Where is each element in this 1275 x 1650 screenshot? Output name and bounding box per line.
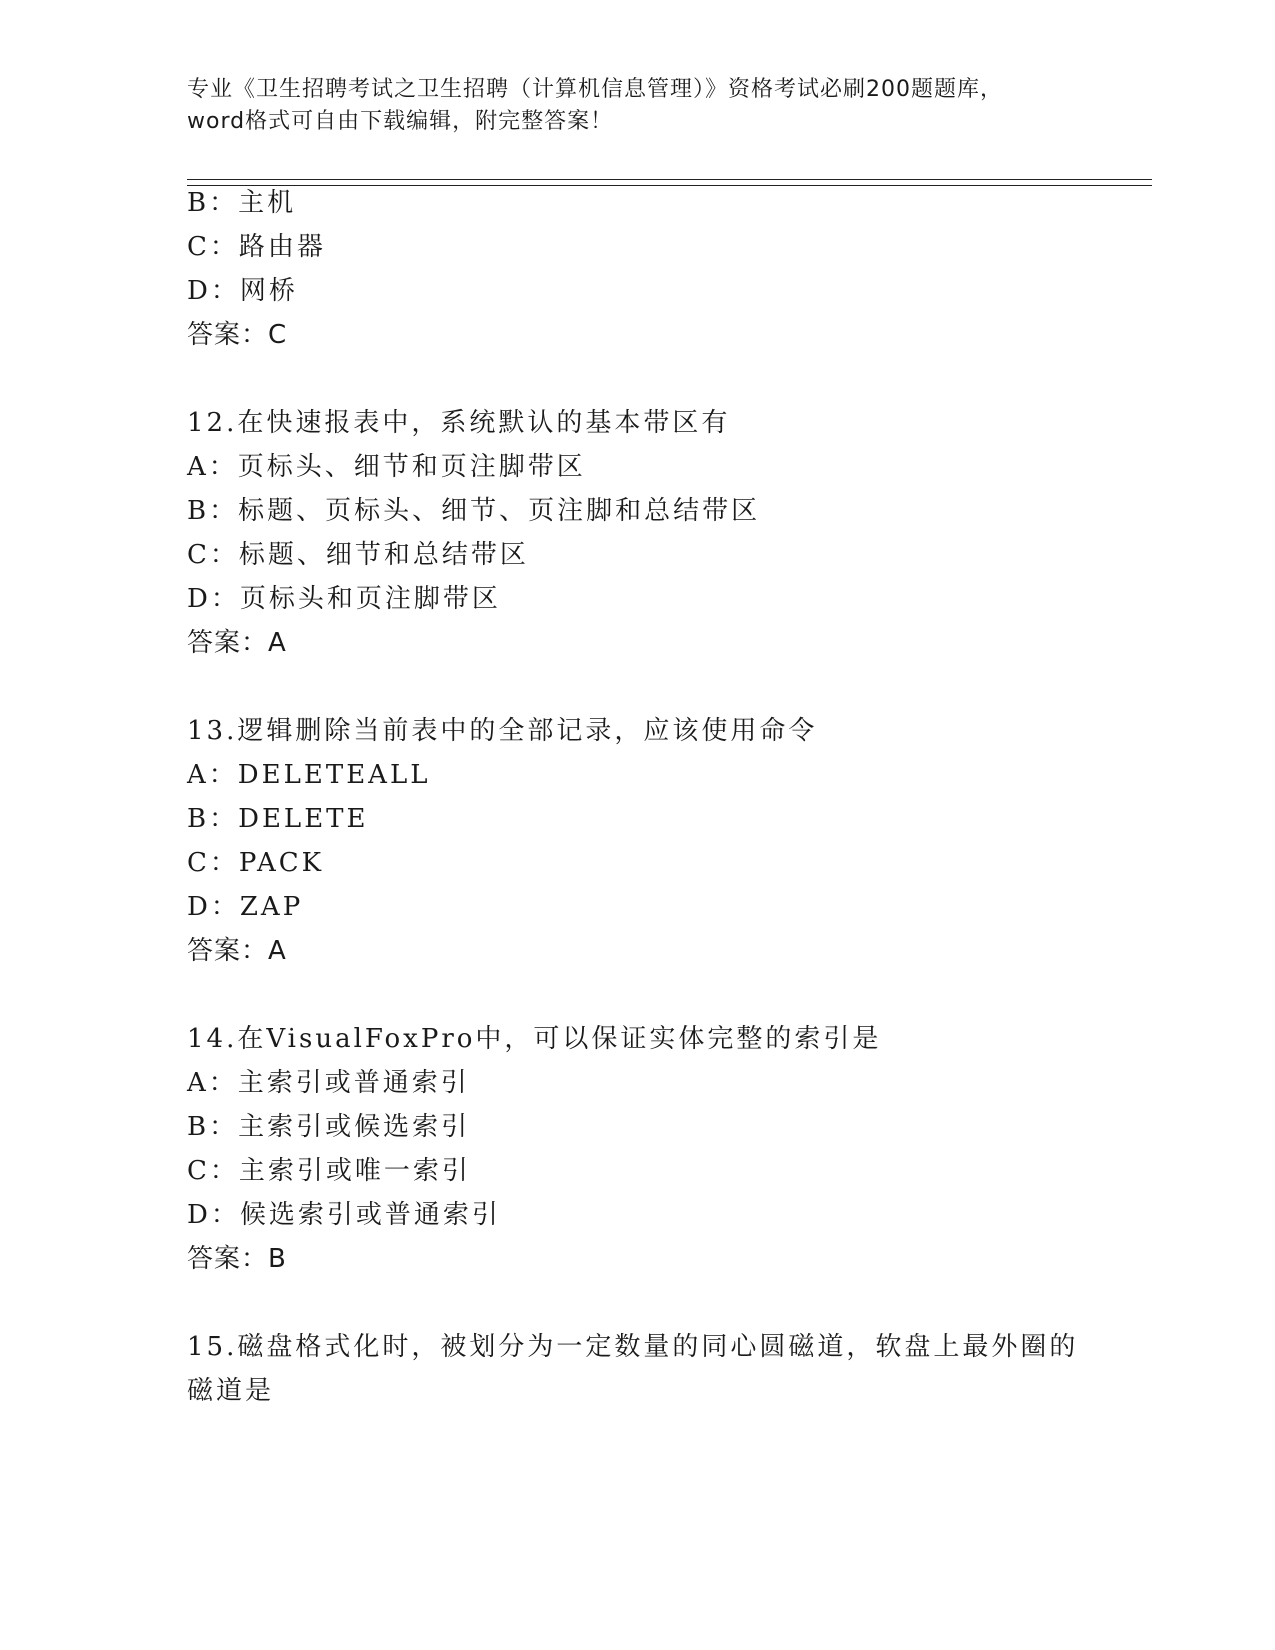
- question-13-option-b: B：DELETE: [187, 804, 369, 834]
- question-12-option-a: A：页标头、细节和页注脚带区: [187, 452, 586, 482]
- question-14-option-b: B：主索引或候选索引: [187, 1112, 471, 1142]
- header-title-line-2: word格式可自由下载编辑，附完整答案！: [187, 109, 614, 134]
- question-12-stem: 12.在快速报表中，系统默认的基本带区有: [187, 408, 731, 438]
- document-header: [187, 74, 1087, 138]
- question-12-answer: 答案：A: [187, 628, 287, 658]
- question-15-stem-line-2: 磁道是: [187, 1376, 275, 1406]
- header-title-line-1: 专业《卫生招聘考试之卫生招聘（计算机信息管理）》资格考试必刷200题题库，: [187, 77, 1003, 102]
- question-15-stem-line-1: 15.磁盘格式化时，被划分为一定数量的同心圆磁道，软盘上最外圈的: [187, 1332, 1079, 1362]
- question-13-option-c: C：PACK: [187, 848, 325, 878]
- prev-answer: 答案：C: [187, 320, 288, 350]
- question-14-option-a: A：主索引或普通索引: [187, 1068, 470, 1098]
- question-14-option-c: C：主索引或唯一索引: [187, 1156, 471, 1186]
- question-12-option-d: D：页标头和页注脚带区: [187, 584, 501, 614]
- question-14-answer: 答案：B: [187, 1244, 287, 1274]
- question-13-option-d: D：ZAP: [187, 892, 304, 922]
- question-12-option-c: C：标题、细节和总结带区: [187, 540, 529, 570]
- prev-option-b: B：主机: [187, 188, 297, 218]
- question-13-stem: 13.逻辑删除当前表中的全部记录，应该使用命令: [187, 716, 818, 746]
- question-13-answer: 答案：A: [187, 936, 287, 966]
- header-divider-top: [187, 179, 1152, 180]
- question-12-option-b: B：标题、页标头、细节、页注脚和总结带区: [187, 496, 761, 526]
- prev-option-d: D：网桥: [187, 276, 298, 306]
- question-14-stem: 14.在VisualFoxPro中，可以保证实体完整的索引是: [187, 1024, 882, 1054]
- header-divider-bottom: [187, 185, 1152, 186]
- question-13-option-a: A：DELETEALL: [187, 760, 431, 790]
- prev-option-c: C：路由器: [187, 232, 326, 262]
- question-14-option-d: D：候选索引或普通索引: [187, 1200, 501, 1230]
